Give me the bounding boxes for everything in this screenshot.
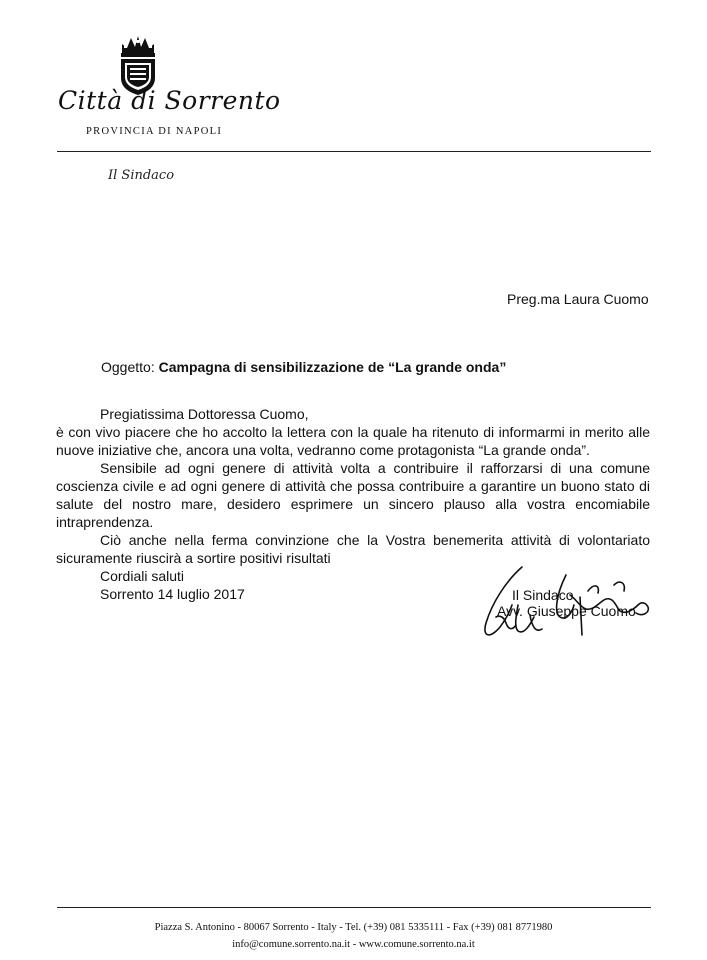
- handwritten-signature: [470, 555, 660, 665]
- footer-divider: [57, 907, 651, 908]
- salutation: Pregiatissima Dottoressa Cuomo,: [100, 406, 309, 422]
- subject-text: Campagna di sensibilizzazione de “La grande onda”: [158, 359, 507, 375]
- signature-name: Avv. Giuseppe Cuomo: [497, 603, 636, 619]
- paragraph: Ciò anche nella ferma convinzione che la Vostra benemerita attività di volontariato sicuramente riuscirà a sortire positivi risultati: [56, 532, 650, 566]
- footer-contacts: info@comune.sorrento.na.it - www.comune.sorrento.na.it: [232, 939, 475, 950]
- paragraph: è con vivo piacere che ho accolto la lettera con la quale ha ritenuto di informarmi in merito alle nuove iniziative che, ancora una volta, vedranno come protagonista “La grande onda”.: [56, 424, 650, 458]
- subject-line: [101, 359, 506, 375]
- paragraph: Sensibile ad ogni genere di attività volta a contribuire il rafforzarsi di una comune coscienza civile e ad ogni genere di attività che possa contribuire a garantire un buono stato di salute del nostro mare, desidero esprimere un sincero plauso alla vostra encomiabile intraprendenza.: [56, 460, 650, 530]
- subject-label: Oggetto:: [101, 359, 155, 375]
- place-date: Sorrento 14 luglio 2017: [100, 586, 245, 602]
- header-divider: [57, 151, 651, 152]
- footer: [0, 919, 707, 953]
- closing: Cordiali saluti: [100, 568, 185, 584]
- province-name: PROVINCIA DI NAPOLI: [86, 126, 223, 137]
- recipient: Preg.ma Laura Cuomo: [507, 291, 649, 307]
- signature-title: Il Sindaco: [512, 587, 574, 603]
- office-title: Il Sindaco: [108, 168, 175, 183]
- footer-address: Piazza S. Antonino - 80067 Sorrento - Italy - Tel. (+39) 081 5335111 - Fax (+39) 081 8771980: [154, 922, 553, 933]
- city-name: Città di Sorrento: [58, 86, 281, 115]
